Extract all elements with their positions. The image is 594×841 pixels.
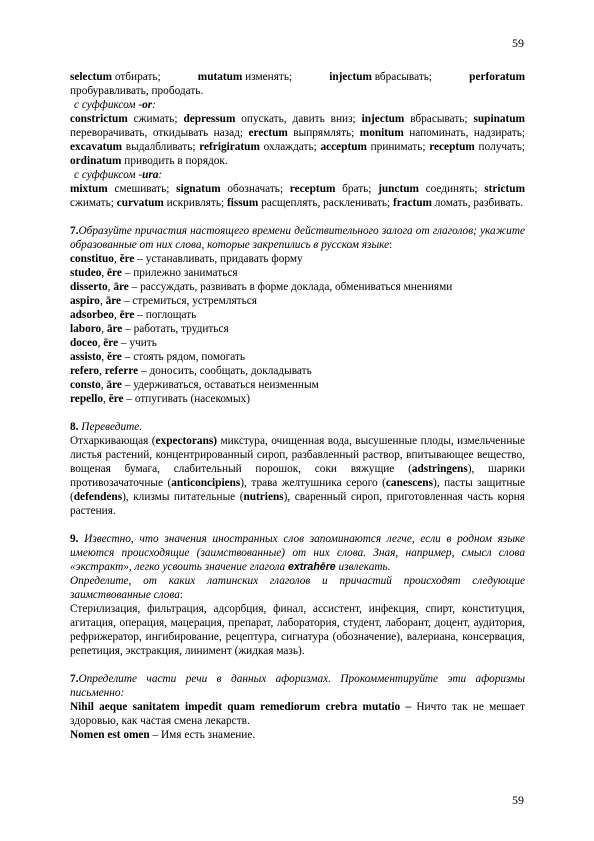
page-content — [70, 70, 525, 742]
verb-item: aspiro, āre – стремиться, устремляться — [70, 295, 257, 307]
exercise-8-text: Отхаркивающая (expectorans) микстура, очищенная вода, высушенные плоды, измельченные листья растений, концентрированный сироп, разбавленный раствор, впитывающее вещество, вощеная бумага, слабительный порошок, соки вяжущие (adstringens), шарики противозачаточные (anticoncipiens), трава желтушника серого (canescens), пасты защитные (defendens), клизмы питательные (nutriens), сваренный сироп, приготовленная часть корня растения. — [70, 435, 525, 517]
term: perforatum — [469, 71, 525, 83]
suffix-ura-heading: с суффиксом -ura: — [74, 169, 163, 181]
aphorism-1: Nihil aeque sanitatem impedit quam remediorum crebra mutatio – Ничто так не мешает здоровью, как частая смена лекарств. — [70, 701, 525, 727]
vocab-line-2: пробуравливать, прободать. — [70, 85, 204, 97]
verb-item: refero, referre – доносить, сообщать, докладывать — [70, 365, 312, 377]
exercise-7-task: 7.Образуйте причастия настоящего времени действительного залога от глаголов; укажите образованные от них слова, которые закрепились в русском языке: — [70, 225, 525, 251]
verb-item: studeo, ēre – прилежно заниматься — [70, 267, 238, 279]
term: mutatum — [197, 71, 243, 83]
vocab-line-1: selectum отбирать; mutatum изменять; injectum вбрасывать; perforatum — [70, 71, 525, 83]
exercise-9-task: Определите, от каких латинских глаголов и причастий происходят следующие заимствованные слова: — [70, 575, 525, 601]
term: selectum — [70, 71, 113, 83]
exercise-8-task: 8. Переведите. — [70, 421, 143, 433]
aphorism-2: Nomen est omen – Имя есть знамение. — [70, 729, 256, 741]
verb-item: constituo, ĕre – устанавливать, придавать форму — [70, 253, 303, 265]
verb-item: consto, āre – удерживаться, оставаться неизменным — [70, 379, 319, 391]
verb-item: assisto, ĕre – стоять рядом, помогать — [70, 351, 246, 363]
page-number-bottom: 59 — [512, 793, 524, 807]
page-number-top: 59 — [512, 36, 524, 50]
exercise-9-words: Стерилизация, фильтрация, адсорбция, финал, ассистент, инфекция, спирт, конституция, агитация, операция, мацерация, препарат, лаборатория, студент, лаборант, доцент, аудитория, рефрижератор, ингибирование, рецептура, сигнатура (обозначение), валериана, консервация, репетиция, экстракция, линимент (жидкая мазь). — [70, 603, 525, 657]
verb-item: disserto, āre – рассуждать, развивать в форме доклада, обмениваться мнениями — [70, 281, 453, 293]
suffix-ura-list: mixtum смешивать; signatum обозначать; receptum брать; junctum соединять; strictum сжимать; curvatum искривлять; fissum расщеплять, раскленивать; fractum ломать, разбивать. — [70, 183, 525, 209]
verb-item: repello, ĕre – отпугивать (насекомых) — [70, 393, 250, 405]
verb-item: doceo, ēre – учить — [70, 337, 157, 349]
exercise-7b-task: 7.Определите части речи в данных афоризмах. Прокомментируйте эти афоризмы письменно: — [70, 673, 525, 699]
exercise-9-intro: 9. Известно, что значения иностранных слов запоминаются легче, если в родном языке имеются происходящие (заимствованные) от них слова. Зная, например, смысл слова «экстракт», легко усвоить значение глагола extrahēre извлекать. — [70, 533, 525, 573]
verb-item: laboro, āre – работать, трудиться — [70, 323, 229, 335]
suffix-or-heading: с суффиксом -or: — [74, 99, 156, 111]
suffix-or-list: constrictum сжимать; depressum опускать, давить вниз; injectum вбрасывать; supinatum переворачивать, откидывать назад; erectum выпрямлять; monitum напоминать, надзирать; excavatum выдалбливать; refrigiratum охлаждать; acceptum принимать; receptum получать; ordinatum приводить в порядок. — [70, 113, 525, 167]
verb-list — [70, 252, 525, 406]
verb-item: adsorbeo, ēre – поглощать — [70, 309, 197, 321]
term: injectum — [329, 71, 372, 83]
